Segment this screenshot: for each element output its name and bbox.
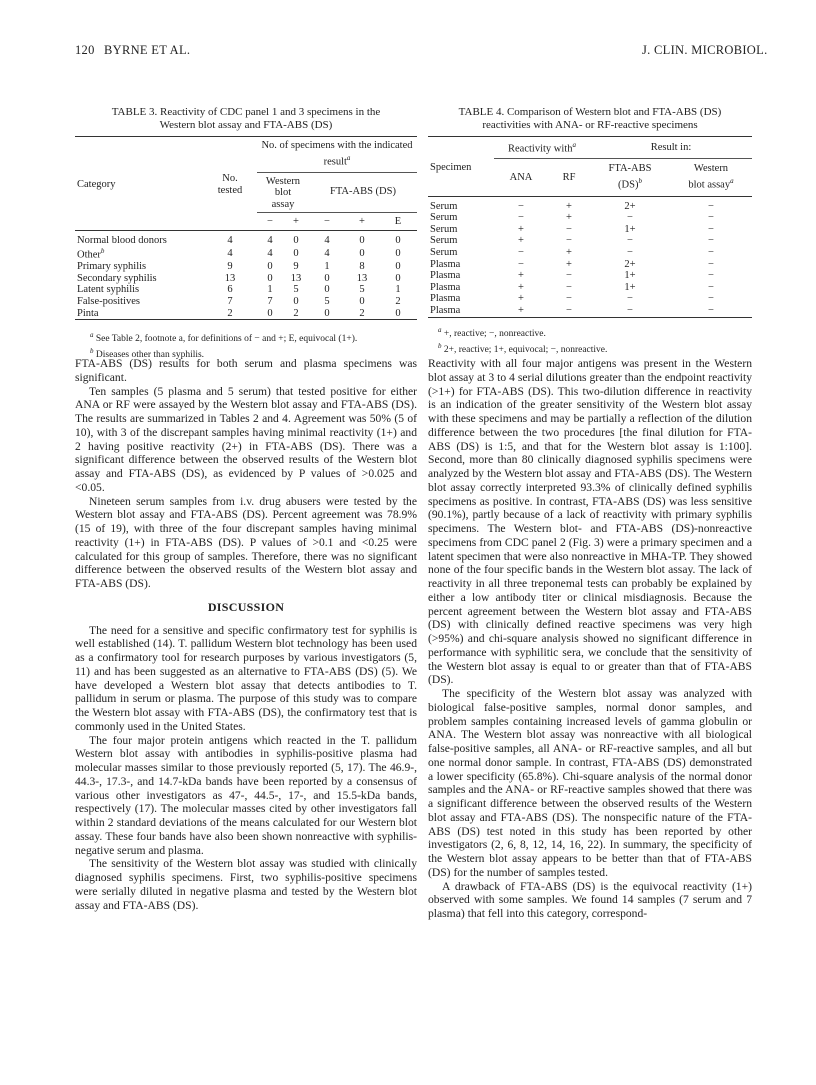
table3-cell-tested: 7 [227, 296, 233, 308]
table3-cell-fta-neg: 0 [324, 307, 330, 319]
table3-cell-tested: 4 [227, 247, 233, 259]
table4-cell-ana: + [518, 223, 524, 235]
table4-cell-fta: 2+ [624, 258, 636, 270]
table3-cell-tested: 4 [227, 234, 233, 246]
table4-header-ana: ANA [509, 171, 533, 183]
table4-footnotes [438, 325, 752, 356]
table4-cell-specimen: Serum [430, 212, 458, 224]
table3-cell-wb-pos: 5 [293, 284, 299, 296]
table4-cell-wb: − [708, 281, 714, 293]
table3-cell-fta-neg: 0 [324, 272, 330, 284]
table3-caption-line1: TABLE 3. Reactivity of CDC panel 1 and 3 specimens in the [111, 106, 381, 118]
table3 [75, 136, 417, 322]
table4-cell-specimen: Serum [430, 246, 458, 258]
table3-cell-wb-pos: 0 [293, 296, 299, 308]
table4-cell-rf: + [566, 258, 572, 270]
table4-cell-specimen: Plasma [430, 304, 461, 316]
left-paragraph-3: Nineteen serum samples from i.v. drug abusers were tested by the Western blot assay and FTA-ABS (DS). Percent agreement was 78.9% (15 of 19), with three of the four discrepant samples having minimal reactivity (1+) in FTA-ABS (DS). P values of >0.1 and <0.25 were calculated for this group of samples. Therefore, there was no significant difference between the observed results of the Western blot assay and FTA-ABS (DS). [75, 494, 417, 590]
table4-cell-rf: − [566, 281, 572, 293]
table4-row [428, 235, 752, 247]
table3-cell-wb-neg: 4 [267, 234, 273, 246]
table4-cell-wb: − [708, 293, 714, 305]
table4-cell-specimen: Serum [430, 223, 458, 235]
table4-cell-specimen: Serum [430, 200, 458, 212]
table4-cell-wb: − [708, 246, 714, 258]
table3-cell-wb-pos: 9 [293, 261, 299, 273]
left-column [75, 357, 417, 912]
table4-cell-fta: − [627, 246, 633, 258]
table4-row [428, 293, 752, 305]
table3-cell-category: Other$^b$ [77, 247, 105, 261]
table4-row [428, 212, 752, 224]
table4-cell-specimen: Plasma [430, 258, 461, 270]
table4-cell-specimen: Serum [430, 235, 458, 247]
table4-cell-rf: − [566, 270, 572, 282]
table4-row [428, 247, 752, 259]
table4-caption-line2: reactivities with ANA- or RF-reactive specimens [482, 119, 698, 131]
table4-footnote-a: $^a$ +, reactive; −, nonreactive. [438, 326, 546, 340]
table4-cell-fta: − [627, 304, 633, 316]
table3-header-wb-pos: + [293, 215, 299, 227]
table4-footnote-b: $^b$ 2+, reactive; 1+, equivocal; −, nonreactive. [438, 341, 608, 355]
right-paragraph-2: The specificity of the Western blot assay was analyzed with biological false-positive samples, normal donor samples, and problem samples containing increased levels of gamma globulin or ANA. The Western blot assay was nonreactive with all biological false-positive samples, all ANA- or RF-reactive samples, and all but one normal donor sample. In contrast, FTA-ABS (DS) demonstrated a lower specificity (65.8%). Chi-square analysis of the normal donor samples and the ANA- or RF-reactive samples showed that there was a significant difference between the observed results of the Western blot assay and FTA-ABS (DS). The nonspecific nature of the FTA-ABS (DS) test noted in this study has been reported by other investigators (2, 6, 8, 12, 14, 16, 22). In summary, the specificity of the Western blot assay appears to be better than that of FTA-ABS (DS) for the number of samples tested. [428, 687, 752, 879]
table4-cell-fta: 2+ [624, 200, 636, 212]
table3-header-group: No. of specimens with the indicated result$^a$ [257, 140, 417, 172]
table4-cell-rf: + [566, 246, 572, 258]
left-paragraph-1: FTA-ABS (DS) results for both serum and plasma specimens was significant. [75, 357, 417, 384]
table3-cell-wb-neg: 0 [267, 272, 273, 284]
table3-row [75, 273, 417, 285]
table3-header-tested: No. tested [217, 172, 243, 196]
table4-cell-rf: − [566, 223, 572, 235]
table4-header-wb: Western blot assay$^a$ [688, 163, 734, 191]
table4-cell-rf: − [566, 293, 572, 305]
table3-row [75, 261, 417, 273]
table4-cell-specimen: Plasma [430, 293, 461, 305]
table4-cell-ana: + [518, 270, 524, 282]
table4-cell-wb: − [708, 270, 714, 282]
table3-cell-category: Primary syphilis [77, 261, 147, 273]
table4-cell-ana: − [518, 246, 524, 258]
table3-cell-fta-pos: 0 [359, 234, 365, 246]
table4-cell-fta: 1+ [624, 223, 636, 235]
table4-header-specimen: Specimen [430, 162, 472, 173]
table3-cell-wb-neg: 7 [267, 296, 273, 308]
table3-cell-fta-pos: 2 [359, 307, 365, 319]
table3-cell-fta-neg: 5 [324, 296, 330, 308]
table4-cell-fta: − [627, 293, 633, 305]
table4-cell-ana: − [518, 258, 524, 270]
table4-cell-ana: + [518, 235, 524, 247]
table4-row [428, 201, 752, 213]
table3-cell-fta-neg: 4 [324, 247, 330, 259]
table3-cell-wb-neg: 1 [267, 284, 273, 296]
table3-header-wb-neg: − [267, 216, 273, 227]
left-paragraph-4: The need for a sensitive and specific confirmatory test for syphilis is well established (14). T. pallidum Western blot technology has been used as a confirmatory tool for research purposes by various investigators (5, 11) and has been suggested as an alternative to FTA-ABS (DS) (5). We have developed a Western blot assay that detects antibodies to T. pallidum in serum or plasma. The purpose of this study was to compare the Western blot assay with FTA-ABS (DS), the confirmatory test that is commonly used in the United States. [75, 623, 417, 733]
table4-row [428, 282, 752, 294]
table3-cell-fta-e: 1 [395, 284, 401, 296]
table4-header-reactivity: Reactivity with$^a$ [494, 140, 590, 159]
table4-cell-fta: 1+ [624, 270, 636, 282]
left-paragraph-2: Ten samples (5 plasma and 5 serum) that tested positive for either ANA or RF were assayed by the Western blot assay and FTA-ABS (DS). The results are summarized in Tables 2 and 4. Agreement was 50% (5 of 10), with 3 of the discrepant samples having minimal reactivity (1+) and 2 having positive reactivity (2+) in FTA-ABS (DS). There was a significant difference between the observed results of the Western blot assay and FTA-ABS (DS), as evidenced by P values of >0.025 and <0.05. [75, 384, 417, 494]
table4 [428, 136, 752, 320]
table4-row [428, 259, 752, 271]
table4-cell-ana: − [518, 212, 524, 224]
table3-footnote-a: $^a$ See Table 2, footnote a, for definitions of − and +; E, equivocal (1+). [90, 331, 358, 345]
left-paragraph-5: The four major protein antigens which reacted in the T. pallidum Western blot assay with antibodies in syphilis-positive plasma had molecular masses similar to those previously reported (5, 17). The 46.9-, 44.3-, 17.3-, and 14.7-kDa bands have been reported by a consensus of various other investigators as 47-, 44.5-, 17-, and 15.5-kDa bands, respectively (17). The molecular masses cited by other investigators fall within 2 standard deviations of the means calculated for our Western blot assay. These four bands have also been shown nonreactive with syphilis-negative serum and plasma. [75, 733, 417, 857]
table4-cell-ana: − [518, 200, 524, 212]
table3-cell-category: False-positives [77, 296, 140, 308]
table3-cell-category: Secondary syphilis [77, 272, 157, 284]
table4-cell-wb: − [708, 258, 714, 270]
table4-cell-rf: − [566, 304, 572, 316]
table3-header-fta: FTA-ABS (DS) [309, 172, 417, 213]
table3-cell-tested: 9 [227, 261, 233, 273]
table4-cell-fta: − [627, 235, 633, 247]
section-heading-discussion: DISCUSSION [207, 599, 285, 614]
table3-cell-fta-e: 0 [395, 261, 401, 273]
table4-cell-rf: − [566, 235, 572, 247]
table3-cell-tested: 13 [224, 272, 236, 284]
table4-header-rf: RF [562, 171, 576, 183]
running-journal: J. CLIN. MICROBIOL. [642, 43, 768, 57]
table4-header-fta: FTA-ABS (DS)$^b$ [608, 163, 652, 191]
table3-cell-category: Latent syphilis [77, 284, 140, 296]
table3-cell-fta-e: 0 [395, 247, 401, 259]
table3-cell-fta-pos: 5 [359, 284, 365, 296]
table3-header-category: Category [77, 179, 116, 190]
table3-cell-fta-neg: 0 [324, 284, 330, 296]
table3-cell-fta-e: 0 [395, 234, 401, 246]
right-paragraph-1: Reactivity with all four major antigens was present in the Western blot assay at 3 to 4 serial dilutions greater than the endpoint reactivity (>1+) for FTA-ABS (DS). This two-dilution difference in reactivity is an indication of the greater sensitivity of the Western blot assay with these specimens and may be partially a reflection of the dilution difference between the two procedures [the final dilution for FTA-ABS (DS) is 1:5, and that for the Western blot assay is 1:100]. Second, more than 80 clinically diagnosed syphilis specimens were analyzed by the Western blot assay and FTA-ABS (DS). The Western blot assay correctly interpreted 93.3% of clinically defined syphilis specimens as positive. In contrast, FTA-ABS (DS) was less sensitive (90.1%), partly because of a lack of reactivity with primary syphilis specimens. The Western blot- and FTA-ABS (DS)-nonreactive specimens from CDC panel 2 (Fig. 3) were a primary specimen and a latent specimen that were also nonreactive in MHA-TP. They showed none of the four specific bands in the Western blot assay. The lack of reactivity in all three treponemal tests can probably be explained by either a low antibody titer or clinical misdiagnosis. Because the percent agreement between the Western blot assay and FTA-ABS (DS) with clinically defined reactive specimens was very high (>95%) and chi-square analysis showed no significant difference in performance with syphilitic sera, we conclude that the sensitivity of the Western blot assay is equal to or greater than that of FTA-ABS (DS). [428, 357, 752, 687]
table3-cell-category: Normal blood donors [77, 234, 167, 246]
table4-row [428, 305, 752, 317]
table3-header-fta-neg: − [324, 215, 330, 227]
table4-cell-wb: − [708, 223, 714, 235]
table3-cell-wb-neg: 4 [267, 247, 273, 259]
table4-cell-ana: + [518, 293, 524, 305]
table4-cell-rf: + [566, 212, 572, 224]
table3-row [75, 235, 417, 247]
table3-header-fta-pos: + [359, 215, 365, 227]
table3-row [75, 246, 417, 261]
table4-header-result: Result in: [590, 140, 752, 159]
table4-row [428, 224, 752, 236]
table4-cell-fta: − [627, 212, 633, 224]
table3-header-fta-e: E [394, 215, 402, 227]
table4-cell-wb: − [708, 200, 714, 212]
table3-footnote-b: $^b$ Diseases other than syphilis. [90, 346, 205, 360]
table3-cell-wb-pos: 0 [293, 234, 299, 246]
table3-cell-wb-neg: 0 [267, 261, 273, 273]
table4-cell-wb: − [708, 212, 714, 224]
table3-cell-wb-pos: 0 [293, 247, 299, 259]
table3-cell-fta-pos: 13 [356, 272, 368, 284]
table3-cell-fta-e: 0 [395, 272, 401, 284]
table3-cell-wb-pos: 13 [290, 272, 302, 284]
left-paragraph-6: The sensitivity of the Western blot assay was studied with clinically diagnosed syphilis specimens. First, two syphilis-positive specimens were serially diluted in negative plasma and tested by the Western blot assay and FTA-ABS (DS). [75, 857, 417, 912]
table4-cell-specimen: Plasma [430, 281, 461, 293]
table4-cell-ana: + [518, 281, 524, 293]
table4-cell-specimen: Plasma [430, 270, 461, 282]
table3-cell-fta-e: 2 [395, 296, 401, 308]
table4-cell-fta: 1+ [624, 281, 636, 293]
table4-cell-wb: − [708, 304, 714, 316]
table3-caption [75, 106, 417, 132]
table3-row [75, 284, 417, 296]
table4-row [428, 270, 752, 282]
table4-cell-rf: + [566, 200, 572, 212]
table3-cell-fta-pos: 8 [359, 261, 365, 273]
table3-cell-fta-neg: 1 [324, 261, 330, 273]
table3-cell-wb-pos: 2 [293, 307, 299, 319]
table3-cell-fta-e: 0 [395, 307, 401, 319]
table4-caption-line1: TABLE 4. Comparison of Western blot and FTA-ABS (DS) [458, 106, 722, 118]
right-paragraph-3: A drawback of FTA-ABS (DS) is the equivocal reactivity (1+) observed with some samples. We found 14 samples (7 serum and 7 plasma) that fell into this category, correspond- [428, 879, 752, 920]
table4-caption [428, 106, 752, 132]
right-column [428, 357, 752, 921]
table3-row [75, 296, 417, 308]
table3-cell-wb-neg: 0 [267, 307, 273, 319]
table3-cell-category: Pinta [77, 307, 99, 319]
table3-cell-fta-neg: 4 [324, 234, 330, 246]
table3-row [75, 308, 417, 320]
table3-cell-fta-pos: 0 [359, 247, 365, 259]
table3-cell-fta-pos: 0 [359, 296, 365, 308]
table3-cell-tested: 2 [227, 307, 233, 319]
table4-cell-ana: + [518, 304, 524, 316]
table4-cell-wb: − [708, 235, 714, 247]
table3-cell-tested: 6 [227, 284, 233, 296]
running-authors: BYRNE ET AL. [104, 43, 191, 57]
page-number: 120 [75, 43, 95, 57]
table3-caption-line2: Western blot assay and FTA-ABS (DS) [159, 119, 333, 131]
table3-header-wb: Western blot assay [257, 172, 309, 213]
